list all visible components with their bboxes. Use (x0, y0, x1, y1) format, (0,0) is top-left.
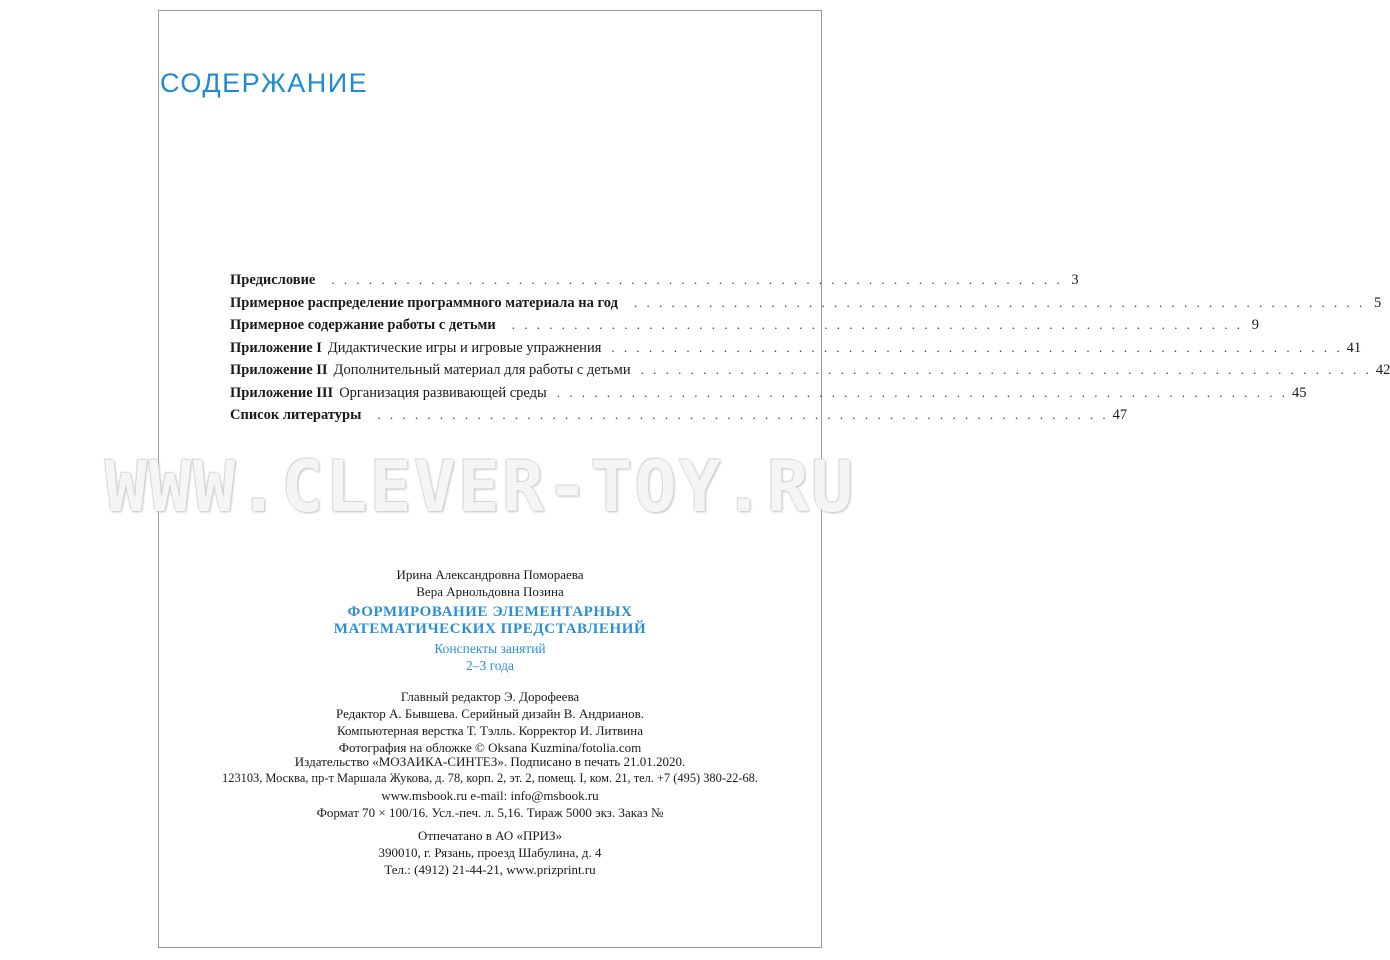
toc-leader-dots: . . . . . . . . . . . . . . . . . . . . . . . . . . . . . . . . . . . . . . . . . . . . . . . . . . . . . . . . . . . (640, 362, 1372, 377)
toc-page-number: 3 (1071, 272, 1079, 288)
printer-line: Отпечатано в АО «ПРИЗ» (417, 828, 563, 843)
toc-leader-dots: . . . . . . . . . . . . . . . . . . . . . . . . . . . . . . . . . . . . . . . . . . . . . . . . . . . . . . . . . . . (556, 384, 1289, 400)
book-title (158, 604, 822, 638)
toc-entry-subtitle: Дидактические игры и игровые упражнения (327, 339, 602, 356)
publisher-line: 123103, Москва, пр-т Маршала Жукова, д. 78, корп. 2, эт. 2, помещ. I, ком. 21, тел. +7 (495) 380-22-68. (222, 771, 758, 785)
toc-entry-title: Приложение I (230, 339, 322, 356)
toc-entry (230, 317, 1259, 340)
toc-page-number: 9 (1251, 317, 1259, 333)
publisher-info (158, 753, 822, 821)
toc-entry-title: Предисловие (230, 272, 316, 288)
toc-page-number: 41 (1346, 339, 1362, 356)
toc-leader-dots: . . . . . . . . . . . . . . . . . . . . . . . . . . . . . . . . . . . . . . . . . . . . . . . . . . . . . . . . . . . (331, 272, 1063, 287)
toc-page-number: 42 (1375, 362, 1390, 378)
toc-page-number: 47 (1112, 407, 1128, 423)
toc-leader-dots: . . . . . . . . . . . . . . . . . . . . . . . . . . . . . . . . . . . . . . . . . . . . . . . . . . . . . . . . . . . (611, 339, 1343, 355)
subtitle-text: Конспекты занятий (434, 641, 546, 656)
printer-info (158, 827, 822, 878)
credit-line: Компьютерная верстка Т. Тэлль. Корректор И. Литвина (337, 723, 643, 738)
table-of-contents (230, 272, 1390, 430)
toc-page-number: 5 (1373, 294, 1382, 311)
toc-entry (230, 407, 1128, 430)
toc-entry-title: Список литературы (230, 407, 362, 423)
credit-line: Главный редактор Э. Дорофеева (400, 689, 580, 704)
toc-leader-dots: . . . . . . . . . . . . . . . . . . . . . . . . . . . . . . . . . . . . . . . . . . . . . . . . . . . . . . . . . . . (633, 294, 1366, 310)
printer-line: 390010, г. Рязань, проезд Шабулина, д. 4 (378, 845, 602, 860)
toc-leader-dots: . . . . . . . . . . . . . . . . . . . . . . . . . . . . . . . . . . . . . . . . . . . . . . . . . . . . . . . . . . . (511, 317, 1243, 332)
toc-entry-title: Примерное распределение программного материала на год (230, 294, 618, 311)
contents-heading: СОДЕРЖАНИЕ (160, 68, 369, 98)
book-title-line: МАТЕМАТИЧЕСКИХ ПРЕДСТАВЛЕНИЙ (333, 621, 647, 637)
printer-line: Тел.: (4912) 21-44-21, www.prizprint.ru (384, 862, 596, 877)
author-name: Вера Арнольдовна Позина (416, 584, 564, 599)
credit-line: Редактор А. Бывшева. Серийный дизайн В. Андрианов. (336, 706, 644, 721)
toc-entry-title: Приложение II (230, 362, 328, 378)
toc-entry (230, 339, 1362, 363)
book-title-line: ФОРМИРОВАНИЕ ЭЛЕМЕНТАРНЫХ (347, 604, 633, 620)
watermark: WWW.CLEVER-TOY.RU (104, 446, 856, 528)
toc-entry (230, 294, 1382, 318)
toc-page-number: 45 (1292, 384, 1307, 401)
toc-entry (230, 272, 1079, 295)
credit-line: Фотография на обложке © Oksana Kuzmina/fotolia.com (338, 740, 642, 755)
editorial-credits (158, 688, 822, 756)
toc-entry-subtitle: Дополнительный материал для работы с детьми (333, 362, 631, 378)
publisher-line: Формат 70 × 100/16. Усл.-печ. л. 5,16. Тираж 5000 экз. Заказ № (316, 805, 664, 820)
toc-entry-title: Примерное содержание работы с детьми (230, 317, 496, 333)
toc-entry (230, 362, 1390, 385)
publisher-line: www.msbook.ru e-mail: info@msbook.ru (381, 788, 599, 803)
toc-entry-subtitle: Организация развивающей среды (339, 384, 547, 401)
authors (158, 566, 822, 600)
book-subtitle (158, 640, 822, 674)
publisher-line: Издательство «МОЗАИКА-СИНТЕЗ». Подписано в печать 21.01.2020. (294, 754, 686, 769)
toc-leader-dots: . . . . . . . . . . . . . . . . . . . . . . . . . . . . . . . . . . . . . . . . . . . . . . . . . . . . . . . . . . . (377, 407, 1109, 422)
toc-entry (230, 384, 1307, 408)
author-name: Ирина Александровна Помораева (396, 567, 584, 582)
toc-entry-title: Приложение III (230, 384, 334, 401)
age-range: 2–3 года (465, 658, 515, 673)
